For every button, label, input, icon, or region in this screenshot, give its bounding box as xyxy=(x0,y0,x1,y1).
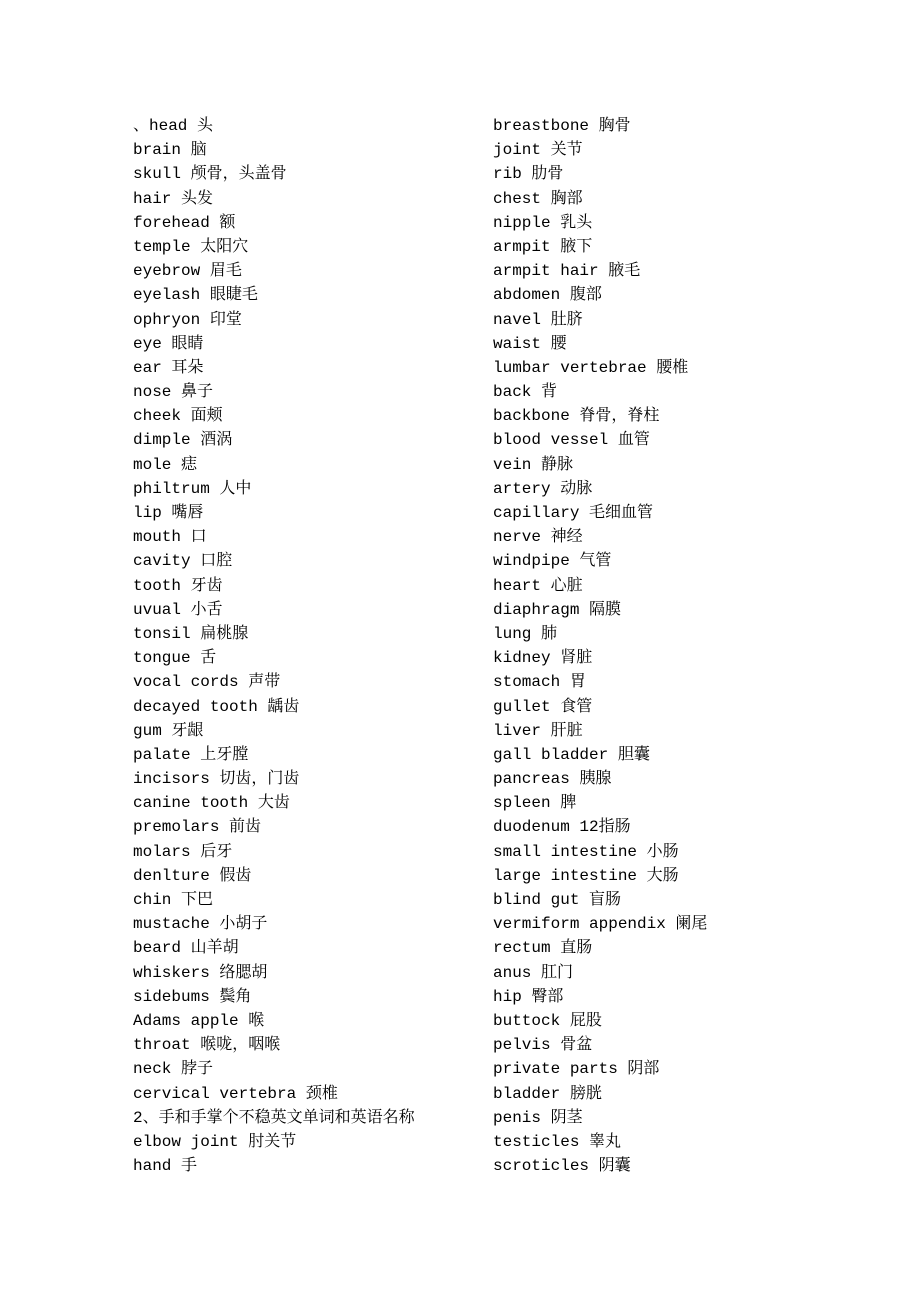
vocab-line: nose 鼻子 xyxy=(133,383,214,402)
vocab-line: mole 痣 xyxy=(133,455,198,474)
vocab-line: heart 心脏 xyxy=(493,576,583,595)
vocab-line: small intestine 小肠 xyxy=(493,842,679,861)
vocab-line: navel 肚脐 xyxy=(493,310,583,329)
vocab-line: abdomen 腹部 xyxy=(493,286,602,305)
vocab-line: diaphragm 隔膜 xyxy=(493,600,622,619)
vocab-line: scroticles 阴囊 xyxy=(493,1157,631,1176)
vocab-line: nipple 乳头 xyxy=(493,213,593,232)
vocab-line: canine tooth 大齿 xyxy=(133,794,290,813)
vocab-line: elbow joint 肘关节 xyxy=(133,1132,297,1151)
vocab-line: duodenum 12指肠 xyxy=(493,818,631,837)
vocab-line: molars 后牙 xyxy=(133,842,233,861)
vocab-line: nerve 神经 xyxy=(493,528,583,547)
vocab-line: ophryon 印堂 xyxy=(133,310,242,329)
vocab-line: cheek 面颊 xyxy=(133,407,223,426)
vocab-line: mustache 小胡子 xyxy=(133,915,268,934)
vocab-line: pancreas 胰腺 xyxy=(493,770,612,789)
vocab-line: blood vessel 血管 xyxy=(493,431,650,450)
vocab-line: uvual 小舌 xyxy=(133,600,223,619)
vocab-line: cervical vertebra 颈椎 xyxy=(133,1084,338,1103)
vocab-line: lip 嘴唇 xyxy=(133,504,204,522)
vocab-line: back 背 xyxy=(493,383,558,402)
vocab-line: brain 脑 xyxy=(133,141,207,160)
vocab-line: neck 脖子 xyxy=(133,1060,214,1079)
vocab-line: rib 肋骨 xyxy=(493,165,564,184)
vocab-line: eyebrow 眉毛 xyxy=(133,262,242,281)
vocab-line: spleen 脾 xyxy=(493,794,577,813)
vocab-line: testicles 睾丸 xyxy=(493,1132,622,1151)
vocab-line: chest 胸部 xyxy=(493,189,583,208)
vocab-line: philtrum 人中 xyxy=(133,479,252,498)
vocab-line: waist 腰 xyxy=(493,334,567,353)
vocab-line: palate 上牙膛 xyxy=(133,745,249,764)
vocab-line: decayed tooth 龋齿 xyxy=(133,697,300,716)
vocab-line: penis 阴茎 xyxy=(493,1108,583,1127)
vocab-line: whiskers 络腮胡 xyxy=(133,963,268,982)
vocab-line: blind gut 盲肠 xyxy=(493,891,622,909)
vocab-line: Adams apple 喉 xyxy=(133,1011,265,1030)
vocab-line: vocal cords 声带 xyxy=(133,673,281,692)
vocab-line: anus 肛门 xyxy=(493,963,574,982)
vocab-line: lumbar vertebrae 腰椎 xyxy=(493,358,689,377)
vocab-line: windpipe 气管 xyxy=(493,552,612,571)
vocab-line: gullet 食管 xyxy=(493,697,593,716)
vocab-line: hip 臀部 xyxy=(493,987,564,1006)
vocab-line: premolars 前齿 xyxy=(133,818,262,837)
vocab-line: vermiform appendix 阑尾 xyxy=(493,915,708,934)
vocab-line: ear 耳朵 xyxy=(133,358,204,377)
vocab-line: backbone 脊骨，脊柱 xyxy=(493,407,660,426)
vocab-line: stomach 胃 xyxy=(493,673,586,692)
vocab-line: throat 喉咙，咽喉 xyxy=(133,1036,281,1055)
vocab-line: armpit hair 腋毛 xyxy=(493,262,641,281)
vocab-line: large intestine 大肠 xyxy=(493,866,679,885)
vocab-line: tooth 牙齿 xyxy=(133,576,223,595)
vocab-line: 2、手和手掌个不稳英文单词和英语名称 xyxy=(133,1108,415,1127)
vocab-line: hair 头发 xyxy=(133,189,214,208)
vocab-line: rectum 直肠 xyxy=(493,939,593,958)
vocab-line: bladder 膀胱 xyxy=(493,1084,602,1103)
vocab-line: buttock 屁股 xyxy=(493,1011,602,1030)
vocab-line: tonsil 扁桃腺 xyxy=(133,624,249,643)
vocab-line: cavity 口腔 xyxy=(133,552,233,571)
vocab-line: dimple 酒涡 xyxy=(133,431,233,450)
vocab-line: lung 肺 xyxy=(493,624,558,643)
vocab-line: gall bladder 胆囊 xyxy=(493,745,650,764)
vocab-line: artery 动脉 xyxy=(493,479,593,498)
vocab-line: chin 下巴 xyxy=(133,891,214,909)
vocab-line: private parts 阴部 xyxy=(493,1060,660,1079)
vocab-line: tongue 舌 xyxy=(133,649,217,668)
vocab-line: denlture 假齿 xyxy=(133,866,252,885)
vocab-line: liver 肝脏 xyxy=(493,721,583,740)
vocab-line: 、head 头 xyxy=(133,117,214,135)
vocab-column-right xyxy=(493,114,707,1178)
vocab-line: eyelash 眼睫毛 xyxy=(133,286,258,305)
vocab-line: beard 山羊胡 xyxy=(133,939,239,958)
vocab-line: joint 关节 xyxy=(493,141,583,160)
vocab-line: breastbone 胸骨 xyxy=(493,117,631,135)
vocab-line: armpit 腋下 xyxy=(493,237,593,256)
vocab-line: pelvis 骨盆 xyxy=(493,1036,593,1055)
vocab-line: vein 静脉 xyxy=(493,455,574,474)
vocab-line: capillary 毛细血管 xyxy=(493,504,654,522)
vocab-line: kidney 肾脏 xyxy=(493,649,593,668)
vocab-line: mouth 口 xyxy=(133,528,207,547)
vocab-line: eye 眼睛 xyxy=(133,334,204,353)
vocab-line: temple 太阳穴 xyxy=(133,237,249,256)
vocab-column-left xyxy=(133,114,415,1178)
vocab-line: gum 牙龈 xyxy=(133,721,204,740)
vocab-line: incisors 切齿，门齿 xyxy=(133,770,300,789)
vocab-line: forehead 额 xyxy=(133,213,236,232)
vocab-line: skull 颅骨，头盖骨 xyxy=(133,165,287,184)
vocab-line: hand 手 xyxy=(133,1157,198,1176)
vocab-line: sidebums 鬓角 xyxy=(133,987,252,1006)
